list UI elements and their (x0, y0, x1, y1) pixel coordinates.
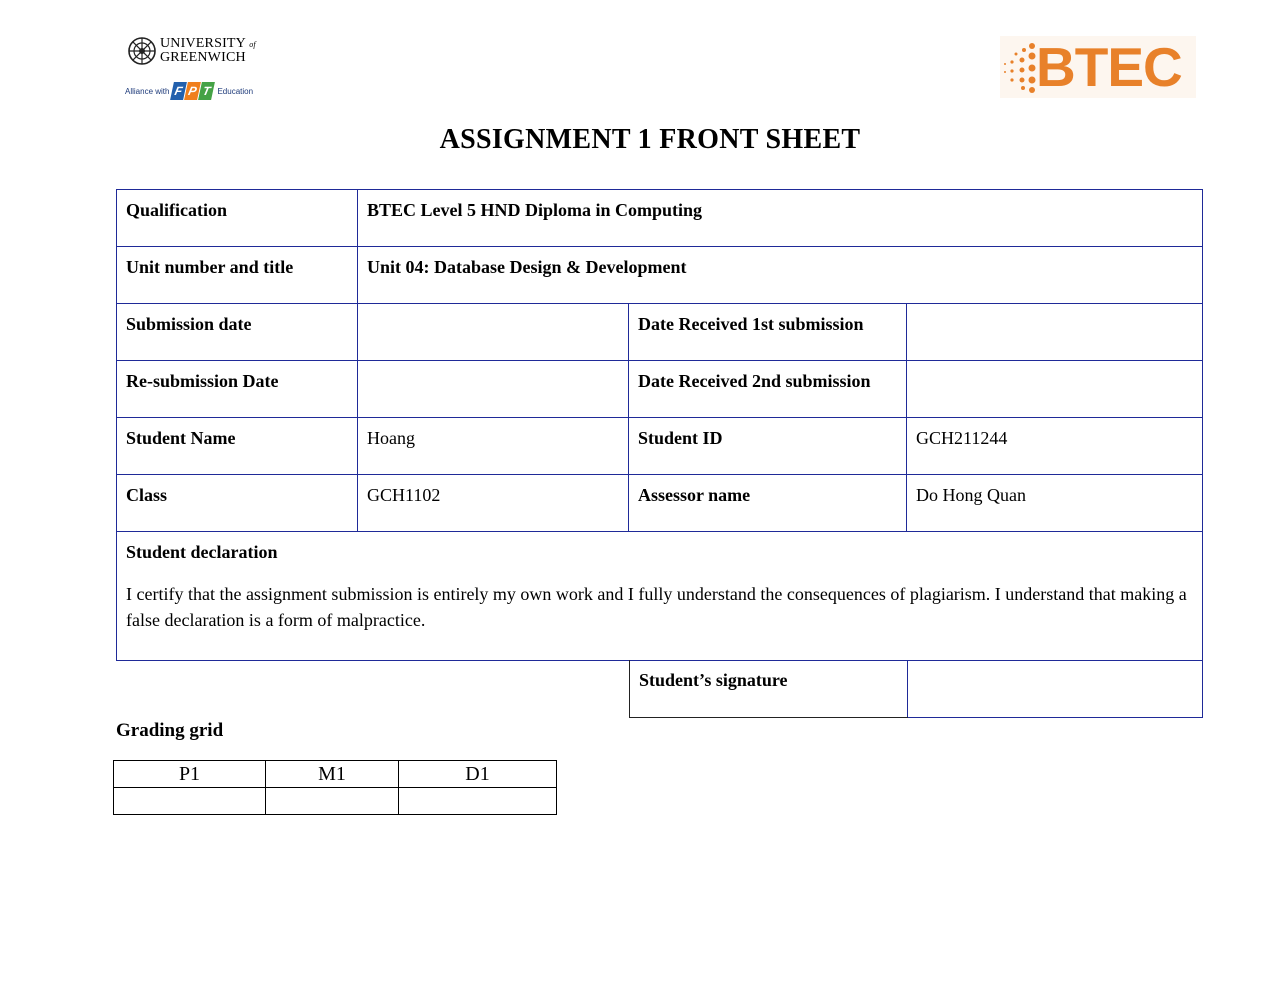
student-name-label: Student Name (117, 418, 358, 475)
table-row (117, 247, 1203, 304)
unit-value: Unit 04: Database Design & Development (358, 247, 1203, 304)
alliance-text: Alliance with (125, 86, 170, 96)
greenwich-word: GREENWICH (160, 50, 246, 65)
grade-cell-p1[interactable] (114, 788, 266, 815)
student-declaration-heading: Student declaration (126, 542, 278, 562)
table-row (117, 532, 1203, 661)
unit-label: Unit number and title (117, 247, 358, 304)
resubmission-date-label: Re-submission Date (117, 361, 358, 418)
student-declaration-cell (117, 532, 1203, 661)
fpt-logo-icon (172, 82, 213, 100)
fpt-alliance-mark (125, 80, 253, 102)
resubmission-date-field[interactable] (358, 361, 629, 418)
grade-header-d1: D1 (399, 761, 557, 788)
class-value[interactable]: GCH1102 (358, 475, 629, 532)
student-declaration-text: I certify that the assignment submission is entirely my own work and I fully understand the consequences of plagiarism. I understand that making a false declaration is a form of malpractice. (126, 584, 1187, 630)
front-sheet-table (116, 189, 1203, 661)
university-crest-icon (127, 36, 157, 66)
education-text: Education (217, 86, 254, 96)
class-label: Class (117, 475, 358, 532)
table-row (630, 660, 1203, 718)
table-row (117, 361, 1203, 418)
student-id-label: Student ID (629, 418, 907, 475)
grade-header-p1: P1 (114, 761, 266, 788)
submission-date-label: Submission date (117, 304, 358, 361)
date-received-2nd-label: Date Received 2nd submission (629, 361, 907, 418)
date-received-1st-field[interactable] (907, 304, 1203, 361)
table-row (114, 761, 557, 788)
university-of-greenwich-logo (125, 34, 265, 100)
signature-table (629, 660, 1203, 718)
fpt-letter-p: P (185, 82, 202, 100)
grade-cell-m1[interactable] (266, 788, 399, 815)
university-word: UNIVERSITY (160, 36, 246, 51)
student-signature-label: Student’s signature (630, 660, 908, 718)
grading-grid-table (113, 760, 557, 815)
table-row (117, 190, 1203, 247)
table-row (114, 788, 557, 815)
qualification-label: Qualification (117, 190, 358, 247)
student-id-value[interactable]: GCH211244 (907, 418, 1203, 475)
fpt-letter-t: T (199, 82, 216, 100)
student-signature-field[interactable] (908, 660, 1203, 718)
table-row (117, 418, 1203, 475)
grade-header-m1: M1 (266, 761, 399, 788)
submission-date-field[interactable] (358, 304, 629, 361)
of-word: of (249, 40, 256, 49)
btec-wordmark: BTEC (1036, 36, 1182, 98)
date-received-2nd-field[interactable] (907, 361, 1203, 418)
grade-cell-d1[interactable] (399, 788, 557, 815)
qualification-value: BTEC Level 5 HND Diploma in Computing (358, 190, 1203, 247)
date-received-1st-label: Date Received 1st submission (629, 304, 907, 361)
grading-grid-label: Grading grid (116, 720, 224, 741)
page-title: ASSIGNMENT 1 FRONT SHEET (439, 124, 861, 155)
fpt-letter-f: F (171, 82, 188, 100)
table-row (117, 304, 1203, 361)
assessor-name-label: Assessor name (629, 475, 907, 532)
table-row (117, 475, 1203, 532)
student-name-value[interactable]: Hoang (358, 418, 629, 475)
btec-logo (1000, 36, 1196, 98)
assessor-name-value[interactable]: Do Hong Quan (907, 475, 1203, 532)
